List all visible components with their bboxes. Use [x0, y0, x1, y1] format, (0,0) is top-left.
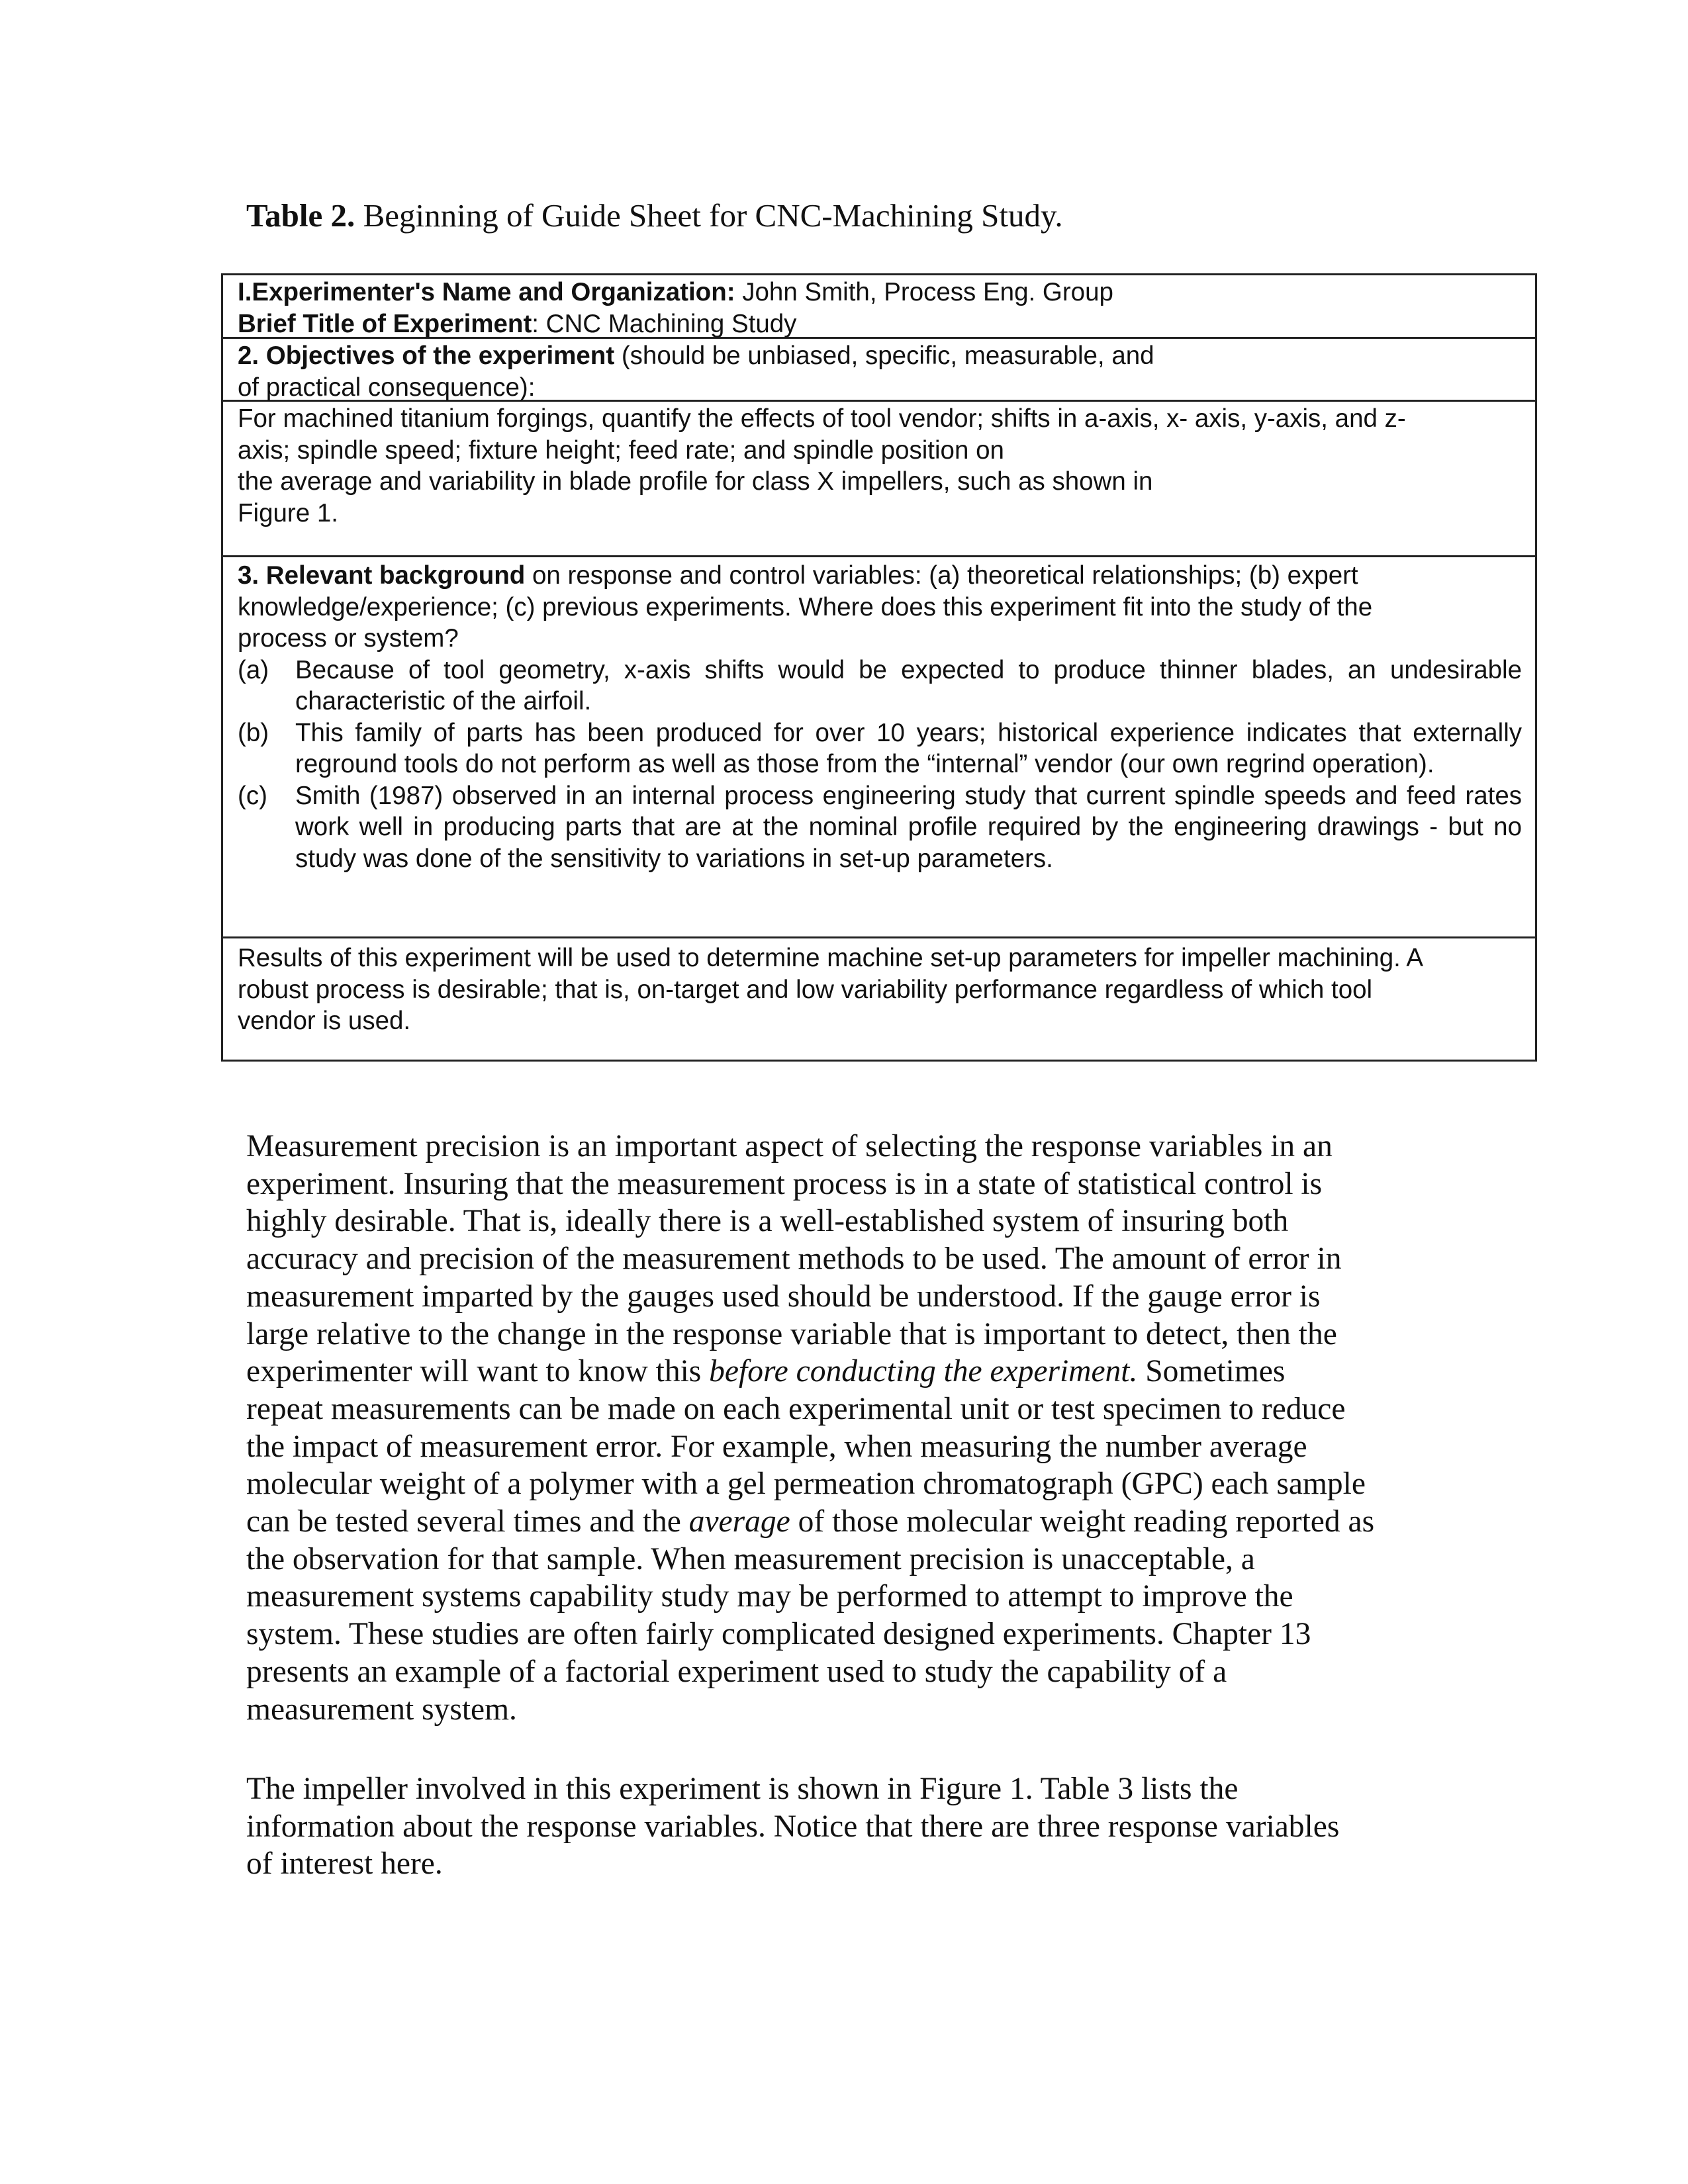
line-text: Sometimes [1137, 1354, 1286, 1389]
experimenter-cell [223, 275, 1535, 337]
item-label: (b) [238, 718, 269, 747]
objectives-line-1 [238, 340, 1522, 372]
paragraph-line: measurement systems capability study may be performed to attempt to improve the [246, 1579, 1293, 1614]
paragraph-line: measurement imparted by the gauges used should be understood. If the gauge error is [246, 1279, 1321, 1314]
objectives-text-line: axis; spindle speed; fixture height; feed rate; and spindle position on [238, 435, 1004, 465]
caption-label: Table 2. [246, 197, 355, 234]
paragraph-line: molecular weight of a polymer with a gel permeation chromatograph (GPC) each sample [246, 1467, 1366, 1502]
paragraph-line: of interest here. [246, 1846, 443, 1882]
background-item-b [238, 717, 1522, 780]
paragraph-line: repeat measurements can be made on each experimental unit or test specimen to reduce [246, 1391, 1346, 1426]
item-label: (a) [238, 655, 269, 684]
objectives-text-line: For machined titanium forgings, quantify the effects of tool vendor; shifts in a-axis, x- axis, y-axis, and z- [238, 404, 1406, 433]
objectives-header-cell [223, 337, 1535, 400]
paragraph-line: measurement system. [246, 1692, 517, 1727]
experimenter-value: John Smith, Process Eng. Group [735, 278, 1113, 306]
item-text: This family of parts has been produced for over 10 years; historical experience indicates that externally reground tools do not perform as well as those from the “internal” vendor (our own regrind operation). [295, 718, 1522, 778]
guide-sheet-table [221, 273, 1537, 1062]
objectives-line-1-rest: (should be unbiased, specific, measurable, and [614, 341, 1154, 370]
paragraph-line [246, 1503, 1451, 1541]
paragraph-line: the impact of measurement error. For example, when measuring the number average [246, 1429, 1307, 1464]
paragraph-line: large relative to the change in the response variable that is important to detect, then the [246, 1316, 1337, 1351]
paragraph-line: information about the response variables. Notice that there are three response variables [246, 1809, 1340, 1844]
emphasis-text: before conducting the experiment. [709, 1354, 1138, 1389]
background-item-c [238, 780, 1522, 875]
background-cell [223, 555, 1535, 936]
paragraph-line: Measurement precision is an important aspect of selecting the response variables in an [246, 1129, 1333, 1163]
experimenter-label: I.Experimenter's Name and Organization: [238, 278, 735, 306]
paragraph-line: system. These studies are often fairly complicated designed experiments. Chapter 13 [246, 1617, 1311, 1652]
background-line-3: process or system? [238, 624, 459, 653]
paragraph-line: highly desirable. That is, ideally there is a well-established system of insuring both [246, 1204, 1289, 1239]
item-text: Smith (1987) observed in an internal process engineering study that current spindle speeds and feed rates work well in producing parts that are at the nominal profile required by the engineering drawings - but no study was done of the sensitivity to variations in set-up parameters. [295, 781, 1522, 873]
emphasis-text: average [688, 1504, 790, 1539]
background-list [238, 655, 1522, 875]
paragraph-line: presents an example of a factorial experiment used to study the capability of a [246, 1654, 1227, 1689]
paragraph-line: The impeller involved in this experiment is shown in Figure 1. Table 3 lists the [246, 1772, 1239, 1806]
line-text: can be tested several times and the [246, 1504, 689, 1539]
results-cell [223, 936, 1535, 1060]
results-line: Results of this experiment will be used to determine machine set-up parameters for impeller machining. A [238, 944, 1424, 972]
line-text: experimenter will want to know this [246, 1354, 710, 1389]
experimenter-line [238, 277, 1522, 308]
paragraph-line: accuracy and precision of the measurement methods to be used. The amount of error in [246, 1242, 1342, 1277]
brief-title-line [238, 308, 1522, 340]
paragraph-line: experiment. Insuring that the measurement process is in a state of statistical control is [246, 1166, 1323, 1201]
background-line-1-rest: on response and control variables: (a) theoretical relationships; (b) expert [525, 561, 1358, 590]
table-caption [246, 196, 1063, 236]
line-text: of those molecular weight reading reported as [790, 1504, 1375, 1539]
caption-text: Beginning of Guide Sheet for CNC-Machining Study. [355, 197, 1063, 234]
background-label: 3. Relevant background [238, 561, 526, 590]
objectives-line-2: of practical consequence): [238, 373, 536, 402]
background-line-1 [238, 560, 1522, 592]
objectives-label: 2. Objectives of the experiment [238, 341, 615, 370]
background-line-2: knowledge/experience; (c) previous experiments. Where does this experiment fit into the study of the [238, 592, 1373, 621]
item-text: Because of tool geometry, x-axis shifts would be expected to produce thinner blades, an undesirable characteristic of the airfoil. [295, 655, 1522, 715]
objectives-text-cell [223, 400, 1535, 555]
results-line: robust process is desirable; that is, on-target and low variability performance regardless of which tool [238, 975, 1373, 1004]
measurement-precision-paragraph [246, 1128, 1451, 1728]
paragraph-line: the observation for that sample. When measurement precision is unacceptable, a [246, 1541, 1255, 1576]
objectives-text-line: Figure 1. [238, 498, 338, 527]
brief-title-value: : CNC Machining Study [532, 309, 797, 338]
item-label: (c) [238, 781, 267, 810]
brief-title-label: Brief Title of Experiment [238, 309, 532, 338]
impeller-paragraph [246, 1770, 1451, 1883]
results-line: vendor is used. [238, 1007, 411, 1035]
objectives-text-line: the average and variability in blade profile for class X impellers, such as shown in [238, 467, 1153, 496]
paragraph-line [246, 1353, 1451, 1390]
background-item-a [238, 655, 1522, 717]
